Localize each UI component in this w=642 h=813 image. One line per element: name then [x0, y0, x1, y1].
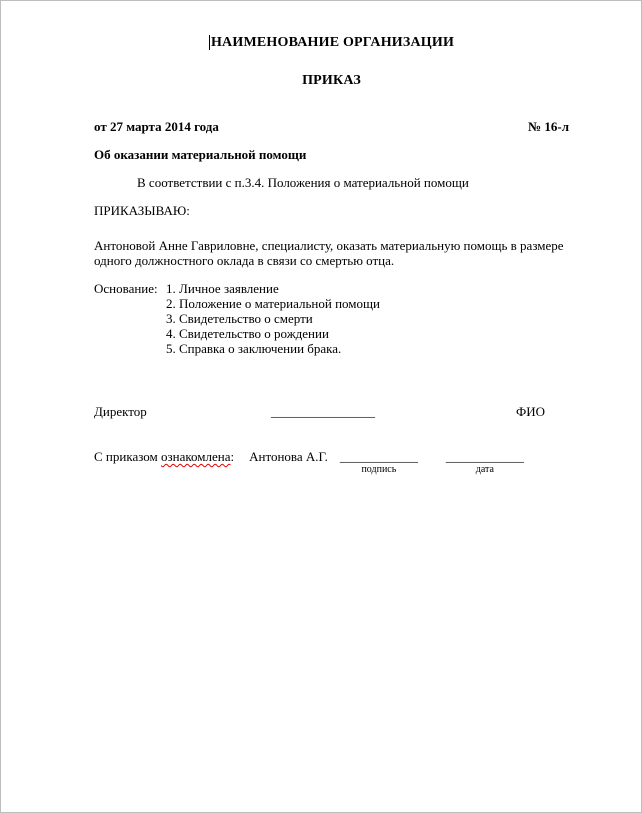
ack-date-caption: дата — [475, 464, 494, 475]
signature-row — [94, 404, 569, 419]
ack-date-field — [446, 449, 524, 476]
signature-role: Директор — [94, 404, 147, 419]
basis-block — [94, 281, 569, 356]
basis-item: 3. Свидетельство о смерти — [166, 311, 313, 326]
signature-line: ________________ — [271, 404, 375, 419]
basis-label: Основание: — [94, 281, 158, 296]
doc-type-title: ПРИКАЗ — [302, 73, 361, 88]
intro-paragraph: В соответствии с п.3.4. Положения о материальной помощи — [137, 175, 469, 190]
order-subject: Об оказании материальной помощи — [94, 147, 307, 162]
basis-item: 1. Личное заявление — [166, 281, 279, 296]
basis-item: 2. Положение о материальной помощи — [166, 296, 380, 311]
ack-label-colon: : — [230, 449, 235, 464]
text-cursor — [209, 35, 210, 50]
order-date: от 27 марта 2014 года — [94, 119, 219, 134]
ack-name: Антонова А.Г. — [249, 449, 328, 464]
ack-label-prefix: С приказом — [94, 449, 162, 464]
order-body: Антоновой Анне Гавриловне, специалисту, оказать материальную помощь в размере одного должностного оклада в связи со смертью отца. — [94, 238, 564, 268]
org-title — [94, 34, 569, 51]
ack-signature-caption: подпись — [361, 464, 397, 475]
basis-items — [166, 281, 380, 356]
order-word: ПРИКАЗЫВАЮ: — [94, 203, 190, 218]
basis-item: 5. Справка о заключении брака. — [166, 341, 342, 356]
order-number: № 16-л — [528, 119, 569, 134]
ack-label — [94, 449, 234, 464]
acknowledgment-row — [94, 449, 569, 476]
basis-item: 4. Свидетельство о рождении — [166, 326, 329, 341]
org-title-text: НАИМЕНОВАНИЕ ОРГАНИЗАЦИИ — [210, 35, 455, 50]
ack-label-misspelled: ознакомлена — [161, 449, 231, 464]
date-number-row — [94, 119, 569, 134]
ack-signature-line: ____________ — [339, 449, 418, 464]
ack-signature-field — [340, 449, 418, 476]
signature-fio: ФИО — [515, 404, 545, 419]
ack-date-line: ____________ — [445, 449, 524, 464]
